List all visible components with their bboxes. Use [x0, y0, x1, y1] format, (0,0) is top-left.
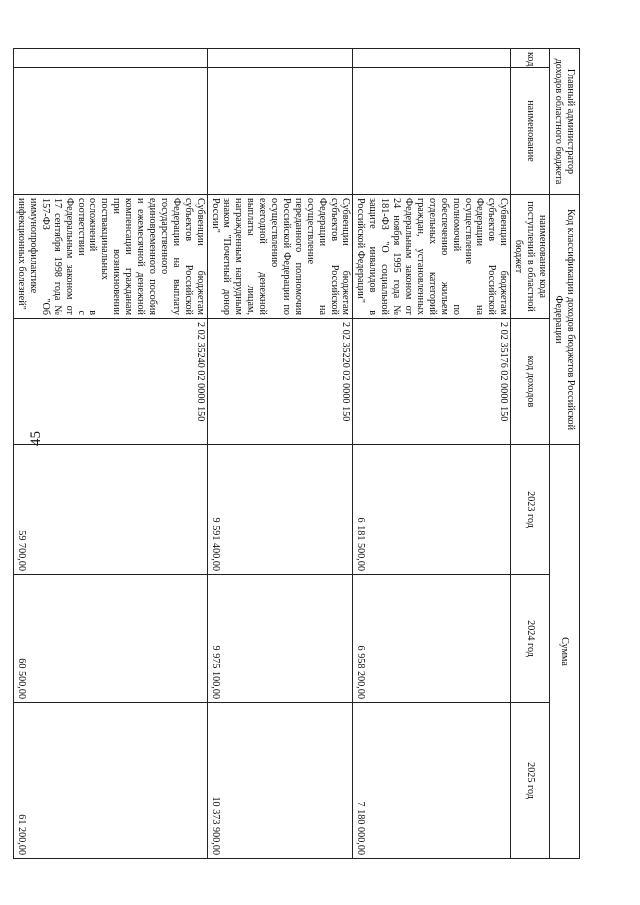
income-name-cell: Субвенции бюджетам субъектов Российской Федерации на осуществление полномочий по обеспечению жильем отдельных категорий граждан, установленных Федеральным законом от 24 ноября 1995 года № 181-ФЗ "О социальной защите инвалидов в Российской Федерации": [353, 195, 511, 319]
sum-2023-cell: 9 591 400,00: [207, 445, 353, 575]
table-row: [207, 49, 353, 859]
budget-income-table: [13, 48, 580, 859]
admin-code-cell: [14, 49, 208, 68]
income-code-cell: 2 02 35176 02 0000 150: [353, 319, 511, 445]
admin-name-cell: [353, 68, 511, 195]
sum-2025-cell: 10 373 900,00: [207, 703, 353, 859]
admin-name-header: наименование: [511, 68, 550, 195]
sum-2024-cell: 9 975 100,00: [207, 575, 353, 703]
sum-2025-cell: 61 200,00: [14, 703, 208, 859]
income-name-cell: Субвенции бюджетам субъектов Российской Федерации на выплату государственного единовременного пособия и ежемесячной денежной компенсации гражданам при возникновении поствакцинальных осложнений в соответствии с Федеральным законом от 17 сентября 1998 года № 157-ФЗ "Об иммунопрофилактике инфекционных болезней": [14, 195, 208, 319]
page-number: 45: [28, 431, 44, 446]
sum-2025-cell: 7 180 000,00: [353, 703, 511, 859]
admin-code-cell: [353, 49, 511, 68]
admin-name-cell: [207, 68, 353, 195]
income-code-cell: 2 02 35220 02 0000 150: [207, 319, 353, 445]
class-name-header: наименование кода поступлений в областной бюджет: [511, 195, 550, 319]
sum-group-header: Сумма: [550, 445, 580, 859]
year-2025-header: 2025 год: [511, 703, 550, 859]
sum-2023-cell: 59 700,00: [14, 445, 208, 575]
admin-code-cell: [207, 49, 353, 68]
year-2024-header: 2024 год: [511, 575, 550, 703]
class-code-header: код доходов: [511, 319, 550, 445]
income-code-cell: 2 02 35240 02 0000 150: [14, 319, 208, 445]
admin-name-cell: [14, 68, 208, 195]
classification-group-header: Код классификации доходов бюджетов Российской Федерации: [550, 195, 580, 445]
year-2023-header: 2023 год: [511, 445, 550, 575]
table-row: [353, 49, 511, 859]
sum-2024-cell: 60 500,00: [14, 575, 208, 703]
admin-code-header: код: [511, 49, 550, 68]
sum-2024-cell: 6 958 200,00: [353, 575, 511, 703]
income-name-cell: Субвенции бюджетам субъектов Российской Федерации на осуществление переданного полномочия Российской Федерации по осуществлению ежегодной денежной выплаты лицам, награжденным нагрудным знаком "Почетный донор России": [207, 195, 353, 319]
admin-group-header: Главный администратор доходов областного бюджета: [550, 49, 580, 195]
table-row: [14, 49, 208, 859]
sum-2023-cell: 6 181 500,00: [353, 445, 511, 575]
